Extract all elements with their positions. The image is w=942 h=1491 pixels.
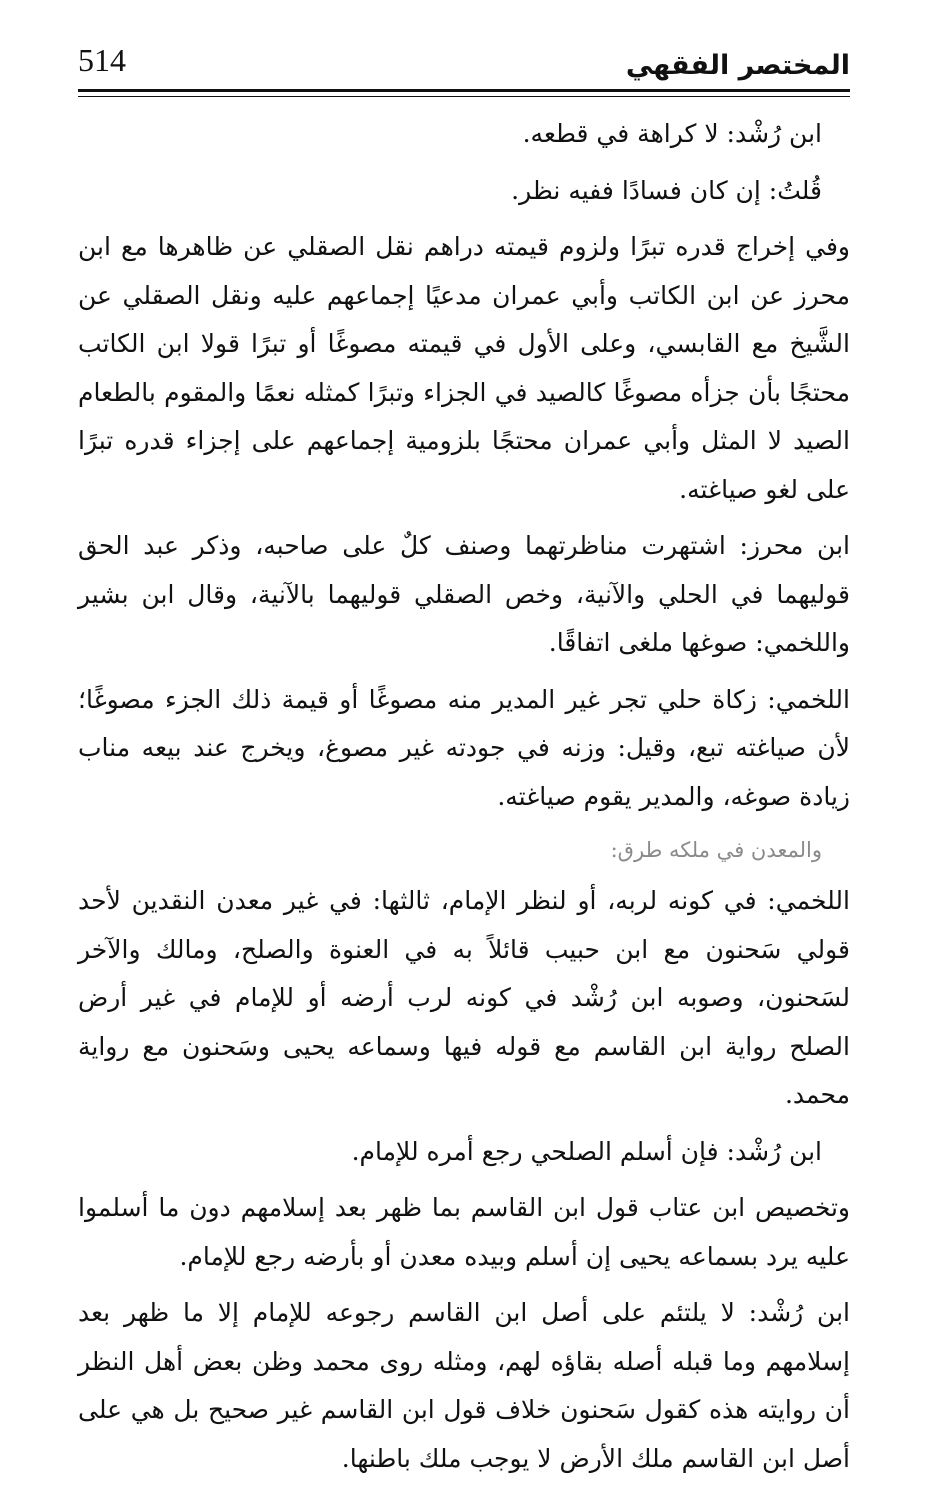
paragraph: وفي إخراج قدره تبرًا ولزوم قيمته دراهم نقل الصقلي عن ظاهرها مع ابن محرز عن ابن الكاتب وأبي عمران مدعيًا إجماعهم عليه ونقل الصقلي عن الشَّيخ مع القابسي، وعلى الأول في قيمته مصوغًا أو تبرًا قولا ابن الكاتب محتجًا بأن جزأه مصوغًا كالصيد في الجزاء وتبرًا كمثله نعمًا والمقوم بالطعام الصيد لا المثل وأبي عمران محتجًا بلزومية إجماعهم على إجزاء قدره تبرًا على لغو صياغته.	[78, 232, 850, 504]
paragraph: ابن رُشْد: فإن أسلم الصلحي رجع أمره للإمام.	[351, 1136, 822, 1166]
paragraph: قُلتُ: إن كان فسادًا ففيه نظر.	[511, 175, 822, 205]
page-body	[78, 110, 850, 1491]
book-title: المختصر الفقهي	[625, 50, 850, 81]
header-rule-thin	[78, 96, 850, 97]
paragraph: وتخصيص ابن عتاب قول ابن القاسم بما ظهر بعد إسلامهم دون ما أسلموا عليه يرد بسماعه يحيى إن أسلم وبيده معدن أو بأرضه رجع للإمام.	[78, 1193, 850, 1271]
paragraph: ابن رُشْد: لا كراهة في قطعه.	[522, 119, 822, 148]
paragraph: ابن رُشْد: لا يلتئم على أصل ابن القاسم رجوعه للإمام إلا ما ظهر بعد إسلامهم وما قبله أصله بقاؤه لهم، ومثله روى محمد وظن بعض أهل النظر أن روايته هذه كقول سَحنون خلاف قول ابن القاسم غير صحيح بل هي على أصل ابن القاسم ملك الأرض لا يوجب ملك باطنها.	[78, 1298, 850, 1473]
page-number: 514	[78, 42, 126, 78]
page-header	[78, 42, 850, 92]
paragraph: ابن محرز: اشتهرت مناظرتهما وصنف كلٌ على صاحبه، وذكر عبد الحق قوليهما في الحلي والآنية، وخص الصقلي قوليهما بالآنية، وقال ابن بشير واللخمي: صوغها ملغى اتفاقًا.	[78, 531, 850, 657]
header-rule-thick	[78, 89, 850, 92]
paragraph: اللخمي: زكاة حلي تجر غير المدير منه مصوغًا أو قيمة ذلك الجزء مصوغًا؛ لأن صياغته تبع، وقيل: وزنه في جودته غير مصوغ، ويخرج عند بيعه مناب زيادة صوغه، والمدير يقوم صياغته.	[78, 684, 850, 811]
paragraph: اللخمي: في كونه لربه، أو لنظر الإمام، ثالثها: في غير معدن النقدين لأحد قولي سَحنون مع ابن حبيب قائلاً به في العنوة والصلح، ومالك والآخر لسَحنون، وصوبه ابن رُشْد في كونه لرب أرضه أو للإمام في غير أرض الصلح رواية ابن القاسم مع قوله فيها وسماعه يحيى وسَحنون مع رواية محمد.	[78, 886, 850, 1109]
paragraph-faint: والمعدن في ملكه طرق:	[610, 838, 822, 862]
